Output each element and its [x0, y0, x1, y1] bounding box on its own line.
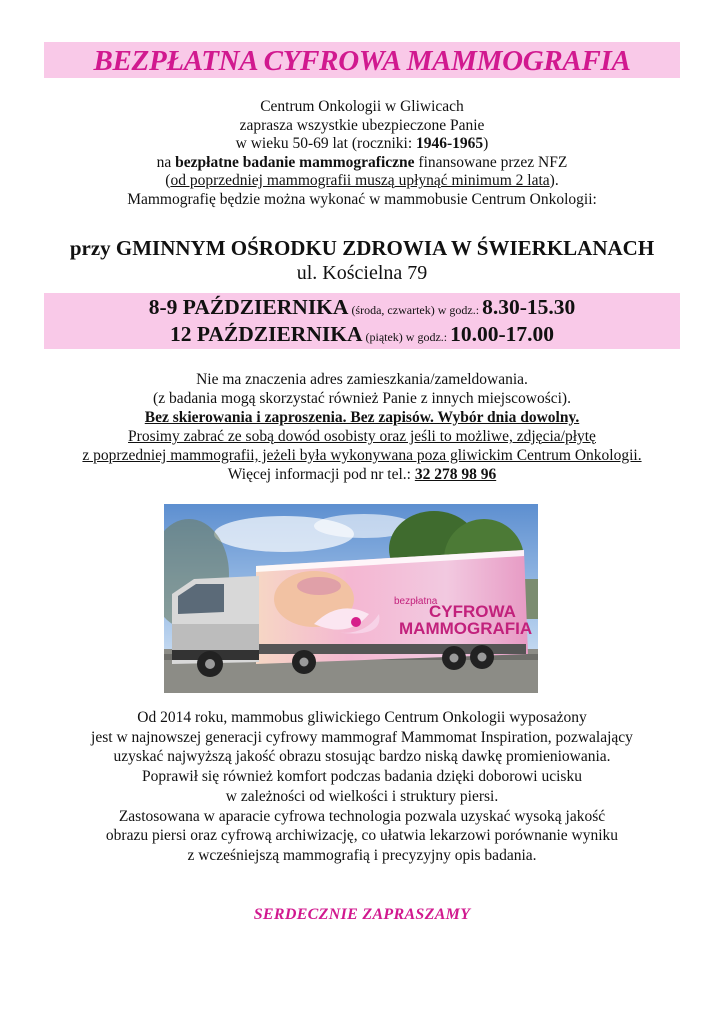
- intro-line-1: Centrum Onkologii w Gliwicach: [260, 98, 464, 115]
- truck-brand-small: bezpłatna: [394, 596, 438, 607]
- paren-open: (: [165, 172, 171, 189]
- schedule-line-2: [44, 321, 680, 350]
- location-address: ul. Kościelna 79: [296, 262, 428, 284]
- interval-requirement: od poprzedniej mammografii muszą upłynąć minimum 2 lata: [170, 172, 550, 189]
- info-line-4: Prosimy zabrać ze sobą dowód osobisty oraz jeśli to możliwe, zdjęcia/płytę: [128, 428, 596, 445]
- description-line: uzyskać najwyższą jakość obrazu stosując bardzo niską dawkę promieniowania.: [113, 748, 611, 766]
- closing-invitation: SERDECZNIE ZAPRASZAMY: [253, 906, 471, 923]
- nfz-funding-text: finansowane przez NFZ: [414, 153, 568, 171]
- free-exam-text: bezpłatne badanie mammograficzne: [175, 153, 415, 171]
- info-line-2: (z badania mogą skorzystać również Panie z innych miejscowości).: [153, 390, 571, 407]
- info-line-3: Bez skierowania i zaproszenia. Bez zapisów. Wybór dnia dowolny.: [144, 409, 580, 426]
- description-line: Od 2014 roku, mammobus gliwickiego Centrum Onkologii wyposażony: [137, 709, 587, 726]
- intro-line-5: [40, 172, 684, 191]
- intro-line-6: Mammografię będzie można wykonać w mammobusie Centrum Onkologii:: [127, 190, 597, 208]
- description-line: Poprawił się również komfort podczas badania dzięki doborowi ucisku: [142, 768, 582, 786]
- mammobus-image: [164, 504, 538, 693]
- description-line: obrazu piersi oraz cyfrową archiwizację, co ułatwia lekarzowi porównanie wyniku: [105, 827, 619, 845]
- phone-number: 32 278 98 96: [414, 466, 497, 483]
- schedule-line-1: [44, 294, 680, 323]
- truck-brand-big-2: MAMMOGRAFIA: [399, 619, 533, 638]
- location-block: [20, 236, 704, 285]
- birth-years: 1946-1965: [416, 135, 484, 152]
- info-line-6: [40, 465, 684, 484]
- schedule-note: (środa, czwartek) w godz.:: [348, 303, 483, 317]
- intro-line-4: [40, 154, 684, 173]
- trailer: [256, 550, 532, 664]
- description-line: z wcześniejszą mammografią i precyzyjny opis badania.: [187, 846, 537, 864]
- info-block: [40, 370, 684, 484]
- description-line: w zależności od wielkości i struktury piersi.: [225, 787, 499, 805]
- schedule-hours: 10.00-17.00: [450, 322, 555, 346]
- info-line-1: Nie ma znaczenia adres zamieszkania/zameldowania.: [196, 371, 528, 388]
- truck-cab: [172, 576, 259, 664]
- truck-brand-big-1: CYFROWA: [429, 602, 516, 621]
- page-title: BEZPŁATNA CYFROWA MAMMOGRAFIA: [93, 45, 631, 77]
- mammobus-photo: [164, 504, 538, 693]
- info-line-5: z poprzedniej mammografii, jeżeli była wykonywana poza gliwickim Centrum Onkologii.: [82, 447, 642, 464]
- intro-line-3: [40, 135, 684, 154]
- description-line: Zastosowana w aparacie cyfrowa technologia pozwala uzyskać wysoką jakość: [118, 807, 606, 825]
- intro-line-2: zaprasza wszystkie ubezpieczone Panie: [239, 116, 485, 134]
- description-block: [30, 708, 694, 866]
- schedule-date: 8-9 PAŹDZIERNIKA: [148, 295, 349, 319]
- schedule-date: 12 PAŹDZIERNIKA: [169, 322, 363, 346]
- exam-prefix: na: [156, 153, 176, 171]
- age-range-text: w wieku 50-69 lat (roczniki:: [235, 135, 416, 152]
- phone-prefix: Więcej informacji pod nr tel.:: [227, 466, 415, 483]
- description-line: jest w najnowszej generacji cyfrowy mammograf Mammomat Inspiration, pozwalający: [91, 728, 633, 746]
- schedule-hours: 8.30-15.30: [482, 295, 576, 319]
- title-banner: [44, 42, 680, 78]
- schedule-banner: [44, 293, 680, 349]
- age-range-close: ): [483, 135, 489, 152]
- schedule-note: (piątek) w godz.:: [362, 330, 451, 344]
- location-name: przy GMINNYM OŚRODKU ZDROWIA W ŚWIERKLANACH: [69, 236, 655, 260]
- paren-close: ).: [549, 172, 559, 189]
- intro-block: [40, 98, 684, 209]
